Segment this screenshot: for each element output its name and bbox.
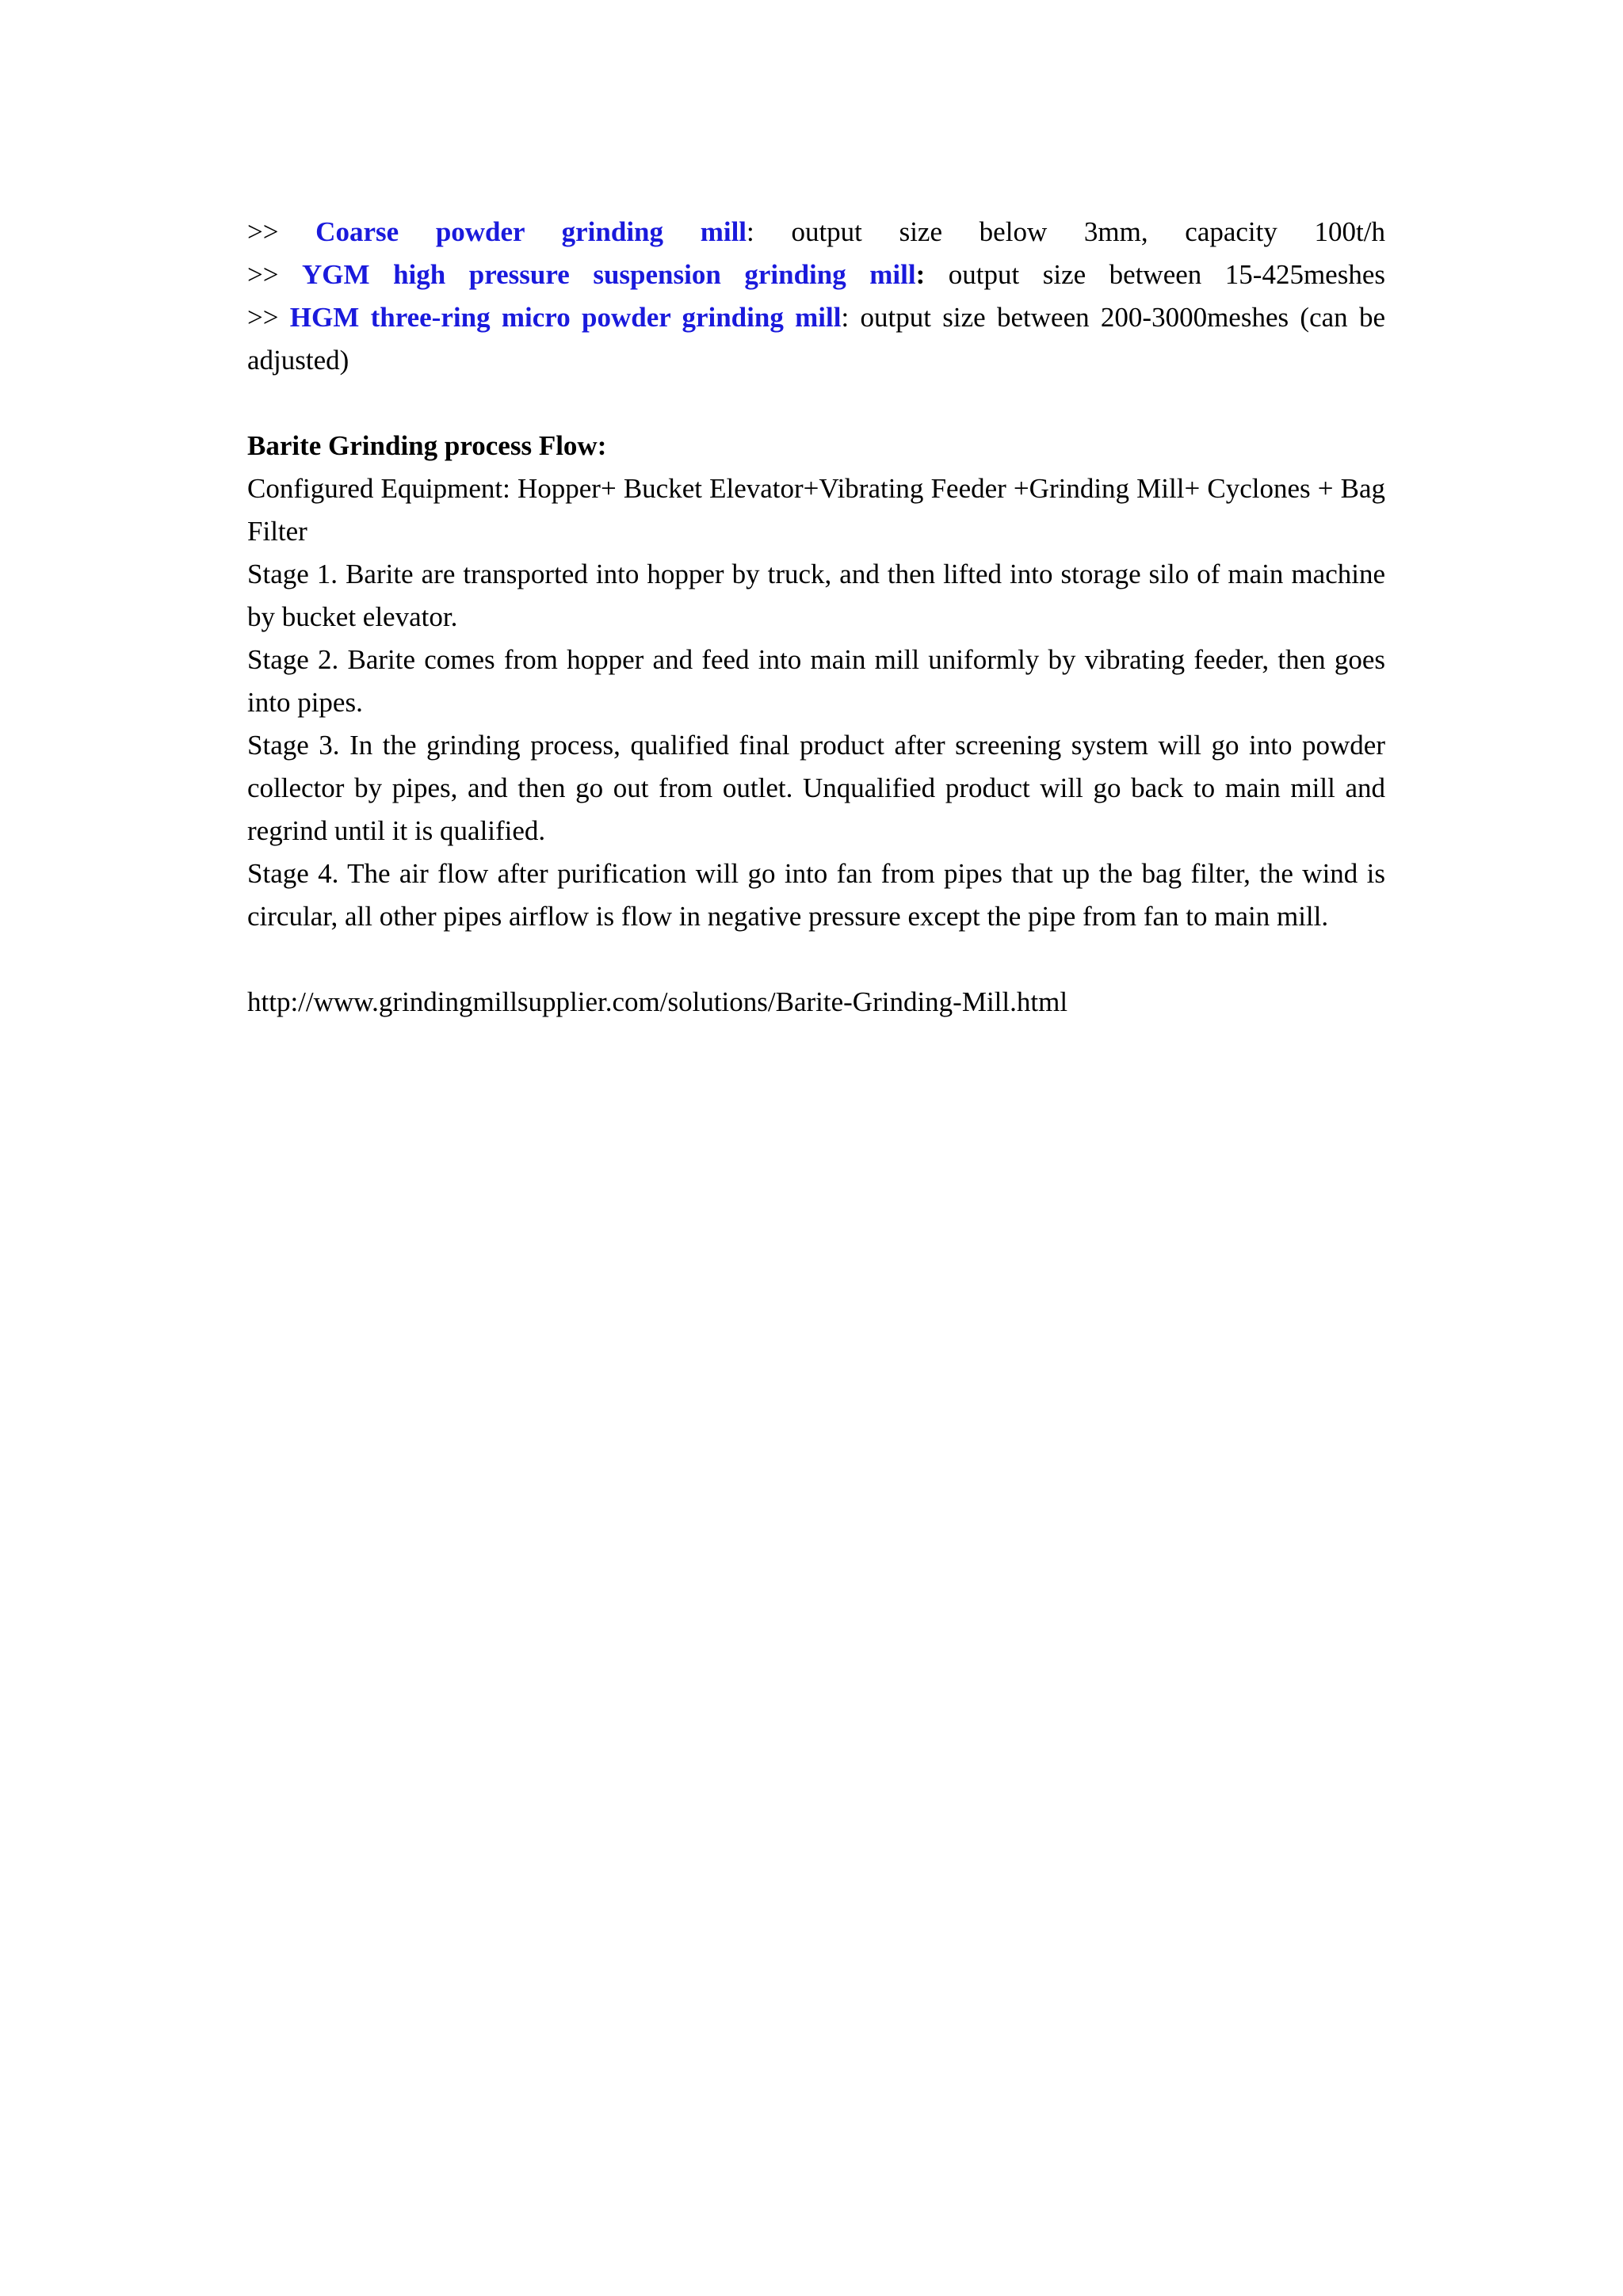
product-description: output size below 3mm, capacity 100t/h [754,216,1385,247]
product-prefix: >> [247,259,279,290]
product-line-coarse [247,211,1385,254]
coarse-powder-grinding-mill-link[interactable]: Coarse powder grinding mill [315,216,747,247]
document-page [247,211,1385,1024]
product-prefix: >> [247,216,279,247]
spacer [247,382,1385,425]
product-separator: : [841,302,850,333]
product-prefix: >> [247,302,279,333]
stage-4: Stage 4. The air flow after purification will go into fan from pipes that up the bag filter, the wind is circular, all other pipes airflow is flow in negative pressure except the pipe from fan to main mill. [247,858,1385,932]
hgm-grinding-mill-link[interactable]: HGM three-ring micro powder grinding mill [289,302,842,333]
source-url[interactable]: http://www.grindingmillsupplier.com/solutions/Barite-Grinding-Mill.html [247,986,1068,1017]
ygm-grinding-mill-link[interactable]: YGM high pressure suspension grinding mill [302,259,916,290]
process-heading: Barite Grinding process Flow: [247,430,607,461]
stage-1: Stage 1. Barite are transported into hopper by truck, and then lifted into storage silo of main machine by bucket elevator. [247,559,1385,632]
stage-2: Stage 2. Barite comes from hopper and feed into main mill uniformly by vibrating feeder, then goes into pipes. [247,644,1385,718]
product-separator: : [747,216,754,247]
product-description: output size between 200-3000meshes (can be adjusted) [247,302,1386,376]
spacer [247,938,1385,981]
product-line-ygm [247,254,1385,296]
product-separator: : [915,259,926,290]
configured-equipment: Configured Equipment: Hopper+ Bucket Elevator+Vibrating Feeder +Grinding Mill+ Cyclones + Bag Filter [247,473,1385,547]
product-description: output size between 15-425meshes [925,259,1385,290]
stage-3: Stage 3. In the grinding process, qualified final product after screening system will go into powder collector by pipes, and then go out from outlet. Unqualified product will go back to main mill and regrind until it is qualified. [247,730,1385,846]
product-line-hgm [247,296,1385,382]
